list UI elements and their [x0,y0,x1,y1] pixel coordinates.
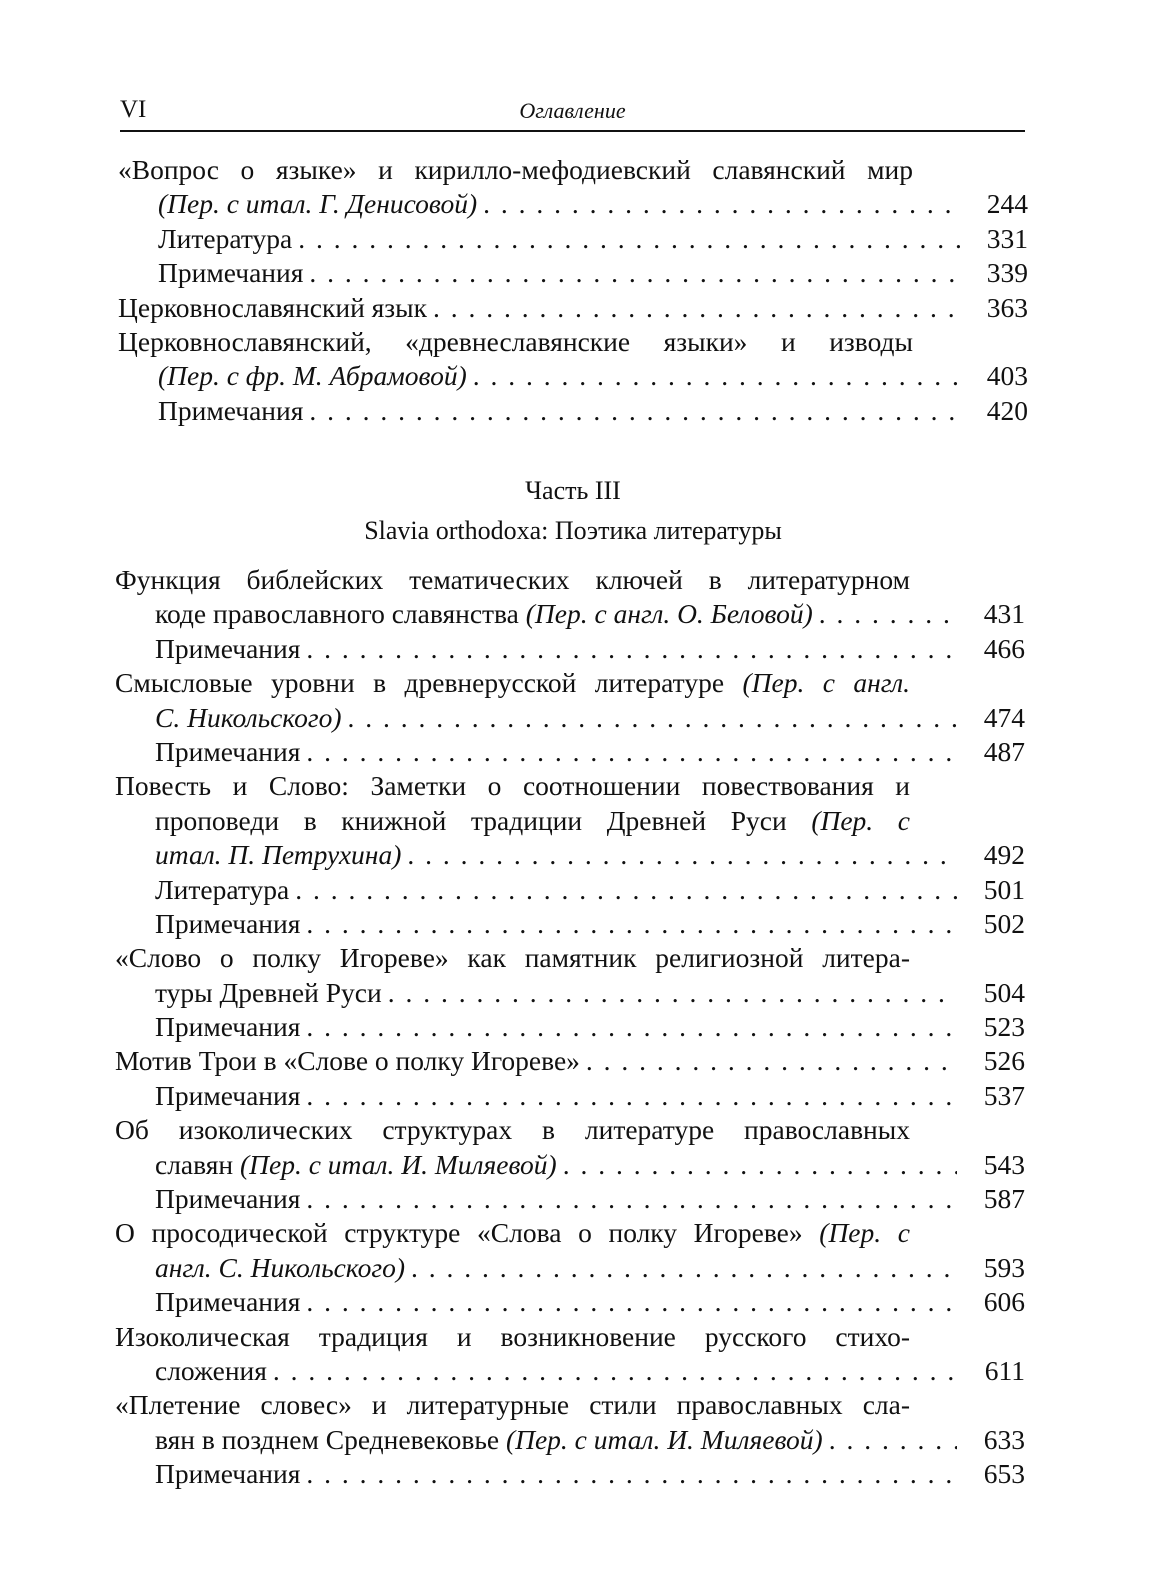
dot-leader [306,1182,957,1216]
toc-entry[interactable] [115,1113,1025,1182]
toc-page-number: 504 [983,976,1025,1008]
toc-page-number: 653 [983,1458,1025,1490]
toc-entry-title: вян в позднем Средневековье (Пер. с итал. И. Миляевой) [155,1423,823,1455]
toc-page-number: 523 [983,1011,1025,1043]
toc-entry[interactable] [115,1320,1025,1389]
toc-entry[interactable] [115,666,1025,735]
part-title: Slavia orthodoxa: Поэтика литературы [364,516,782,545]
dot-leader [411,1251,957,1285]
translator-note: (Пер. с итал. И. Миляевой) [505,1423,823,1455]
page-number: VI [120,96,147,123]
toc-page-number: 501 [983,873,1025,905]
toc-page-number: 403 [986,360,1028,392]
toc-subentry[interactable] [115,1457,1025,1491]
toc-entry-title: славян (Пер. с итал. И. Миляевой) [155,1148,557,1180]
dot-leader [306,1457,957,1491]
toc-subentry[interactable] [118,256,1028,290]
toc-entry-title: Примечания [155,1458,301,1490]
toc-page-number: 587 [983,1183,1025,1215]
toc-entry[interactable] [115,941,1025,1010]
toc-subentry[interactable] [115,907,1025,941]
translator-note: (Пер. с [811,804,911,836]
dot-leader [306,907,957,941]
translator-note: (Пер. с англ. О. Беловой) [525,598,813,630]
toc-entry-line: «Плетение словес» и литературные стили православных сла- [115,1389,910,1421]
toc-page-number: 466 [983,632,1025,664]
toc-page-number: 474 [983,701,1025,733]
toc-subentry[interactable] [115,873,1025,907]
toc-subentry[interactable] [118,222,1028,256]
toc-subentry[interactable] [118,394,1028,428]
toc-page-number: 543 [983,1148,1025,1180]
dot-leader [829,1423,957,1457]
toc-page-number: 502 [983,907,1025,939]
toc-page-number: 633 [983,1423,1025,1455]
dot-leader [273,1354,957,1388]
toc-entry[interactable] [115,1388,1025,1457]
toc-entry-line: «Вопрос о языке» и кирилло-мефодиевский славянский мир [118,154,913,185]
dot-leader [473,359,960,393]
toc-entry[interactable] [118,291,1028,325]
toc-page-number: 593 [983,1251,1025,1283]
toc-entry-title: Церковнославянский язык [118,291,428,323]
translator-note: (Пер. с итал. И. Миляевой) [240,1148,557,1180]
toc-entry-title: Примечания [158,394,304,426]
dot-leader [306,632,957,666]
dot-leader [586,1044,957,1078]
toc-page-number: 492 [983,839,1025,871]
toc-entry-title: итал. П. Петрухина) [155,839,402,871]
toc-subentry[interactable] [115,1285,1025,1319]
toc-entry-line: Смысловые уровни в древнерусской литературе (Пер. с англ. [115,667,911,699]
toc-page-number: 611 [984,1354,1025,1386]
toc-page-number: 431 [983,598,1025,630]
toc-entry-title: Примечания [155,1183,301,1215]
toc-part2-tail [118,153,1028,428]
toc-entry-title: Мотив Трои в «Слове о полку Игореве» [115,1045,580,1077]
toc-subentry[interactable] [115,1182,1025,1216]
dot-leader [298,222,960,256]
dot-leader [306,735,957,769]
toc-entry-line: Об изоколических структурах в литературе православных [115,1114,910,1146]
dot-leader [819,597,957,631]
toc-entry[interactable] [118,325,1028,394]
toc-entry-line: О просодической структуре «Слова о полку Игореве» (Пер. с [115,1217,910,1249]
toc-entry-title: коде православного славянства (Пер. с англ. О. Беловой) [155,598,813,630]
dot-leader [309,256,960,290]
dot-leader [563,1148,957,1182]
toc-entry-title: Примечания [155,1079,301,1111]
toc-entry-line: проповеди в книжной традиции Древней Руси (Пер. с [155,804,911,836]
toc-entry-title: (Пер. с итал. Г. Денисовой) [158,188,478,220]
toc-subentry[interactable] [115,735,1025,769]
toc-entry-title: Литература [158,222,293,254]
toc-page-number: 606 [983,1286,1025,1318]
dot-leader [348,701,958,735]
toc-entry-title: Примечания [155,1011,301,1043]
toc-entry-title: Литература [155,873,290,905]
toc-entry-title: С. Никольского) [155,701,342,733]
toc-entry[interactable] [115,769,1025,872]
toc-entry-line: «Слово о полку Игореве» как памятник религиозной литера- [115,942,910,974]
running-title: Оглавление [519,98,626,123]
toc-page-number: 526 [983,1045,1025,1077]
dot-leader [306,1285,957,1319]
toc-entry-title: туры Древней Руси [155,976,382,1008]
dot-leader [295,873,957,907]
toc-page-number: 244 [986,188,1028,220]
dot-leader [388,976,957,1010]
toc-entry-line: Изоколическая традиция и возникновение русского стихо- [115,1320,910,1352]
toc-page-number: 363 [986,291,1028,323]
toc-page-number: 331 [986,222,1028,254]
toc-subentry[interactable] [115,1079,1025,1113]
toc-entry-title: сложения [155,1354,267,1386]
toc-subentry[interactable] [115,632,1025,666]
dot-leader [309,394,960,428]
toc-entry[interactable] [115,1216,1025,1285]
toc-entry-line: Повесть и Слово: Заметки о соотношении повествования и [115,770,910,802]
toc-entry[interactable] [115,1044,1025,1078]
dot-leader [306,1010,957,1044]
translator-note: (Пер. с англ. [742,667,911,699]
toc-page-number: 420 [986,394,1028,426]
toc-page-number: 537 [983,1079,1025,1111]
toc-entry-title: Примечания [155,632,301,664]
toc-entry-title: Примечания [155,1286,301,1318]
toc-entry[interactable] [115,563,1025,632]
toc-entry-line: Функция библейских тематических ключей в литературном [115,564,910,595]
toc-entry-title: англ. С. Никольского) [155,1251,405,1283]
translator-note: (Пер. с [819,1217,910,1249]
toc-entry-title: Примечания [158,257,304,289]
toc-entry-line: Церковнославянский, «древнеславянские языки» и изводы [118,325,913,357]
toc-page-number: 339 [986,257,1028,289]
dot-leader [407,838,957,872]
toc-part3 [115,563,1025,1492]
dot-leader [483,187,960,221]
toc-entry-title: Примечания [155,735,301,767]
part-label: Часть III [525,476,621,505]
toc-subentry[interactable] [115,1010,1025,1044]
toc-page-number: 487 [983,735,1025,767]
toc-entry-title: Примечания [155,907,301,939]
dot-leader [306,1079,957,1113]
toc-entry-title: (Пер. с фр. М. Абрамовой) [158,360,467,392]
running-header [120,96,1025,132]
dot-leader [433,291,960,325]
toc-entry[interactable] [118,153,1028,222]
